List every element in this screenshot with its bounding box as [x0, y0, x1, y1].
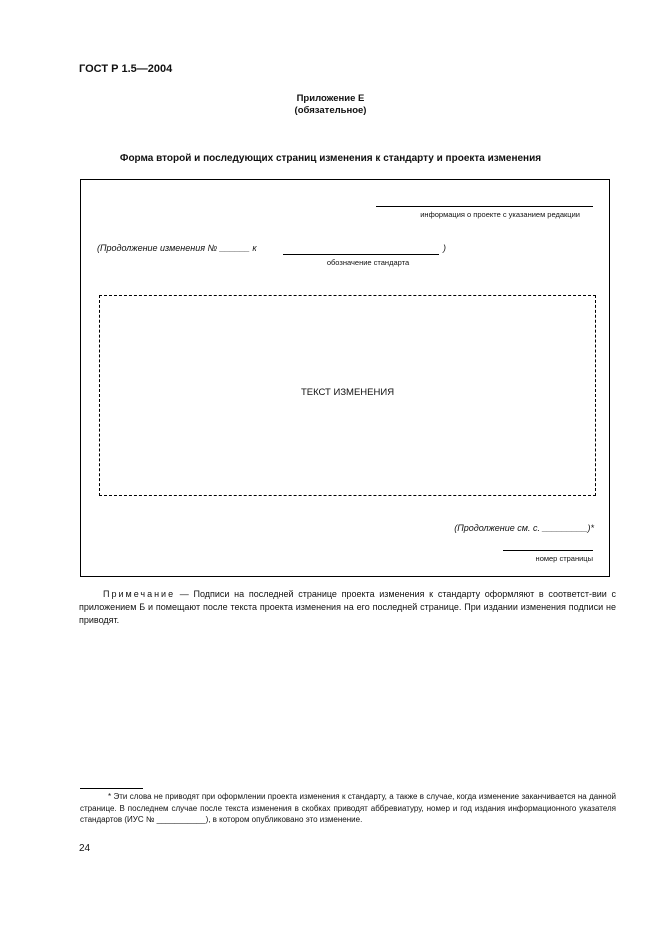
note-paragraph: [79, 588, 616, 627]
note-label: Примечание: [103, 589, 176, 599]
change-text-label: ТЕКСТ ИЗМЕНЕНИЯ: [300, 387, 395, 398]
footnote-rule: [80, 788, 143, 789]
page-number: 24: [79, 843, 91, 854]
appendix-status: (обязательное): [294, 105, 367, 116]
continuation-prefix: (Продолжение изменения № ______ к: [97, 243, 257, 253]
standard-caption: обозначение стандарта: [326, 258, 410, 267]
note-text: — Подписи на последней странице проекта изменения к стандарту оформляют в соответст-вии с приложением Б и помещают после текста проекта изменения на его последней странице. При издании изменения подписи не приводят.: [79, 589, 616, 625]
project-info-caption: информация о проекте с указанием редакции: [420, 210, 580, 219]
page-number-caption: номер страницы: [535, 554, 593, 563]
standard-designation-line: [283, 254, 439, 255]
footnote-text: * Эти слова не приводят при оформлении проекта изменения к стандарту, а также в случае, когда изменение заканчивается на данной странице. В последнем случае после текста изменения в скобках приводят аббревиатуру, номер и год издания информационного указателя стандартов (ИУС № ___________), в котором опубликовано это изменение.: [80, 792, 616, 824]
continuation-suffix: ): [443, 243, 446, 253]
form-title: Форма второй и последующих страниц изменения к стандарту и проекта изменения: [119, 153, 542, 164]
see-page-text: (Продолжение см. с. _________)*: [454, 523, 594, 533]
project-info-line: [376, 206, 593, 207]
appendix-title: Приложение Е: [296, 93, 365, 104]
standard-header: ГОСТ Р 1.5—2004: [79, 63, 173, 75]
page-number-line: [503, 550, 593, 551]
footnote: [80, 791, 616, 826]
appendix-heading: [0, 93, 661, 117]
